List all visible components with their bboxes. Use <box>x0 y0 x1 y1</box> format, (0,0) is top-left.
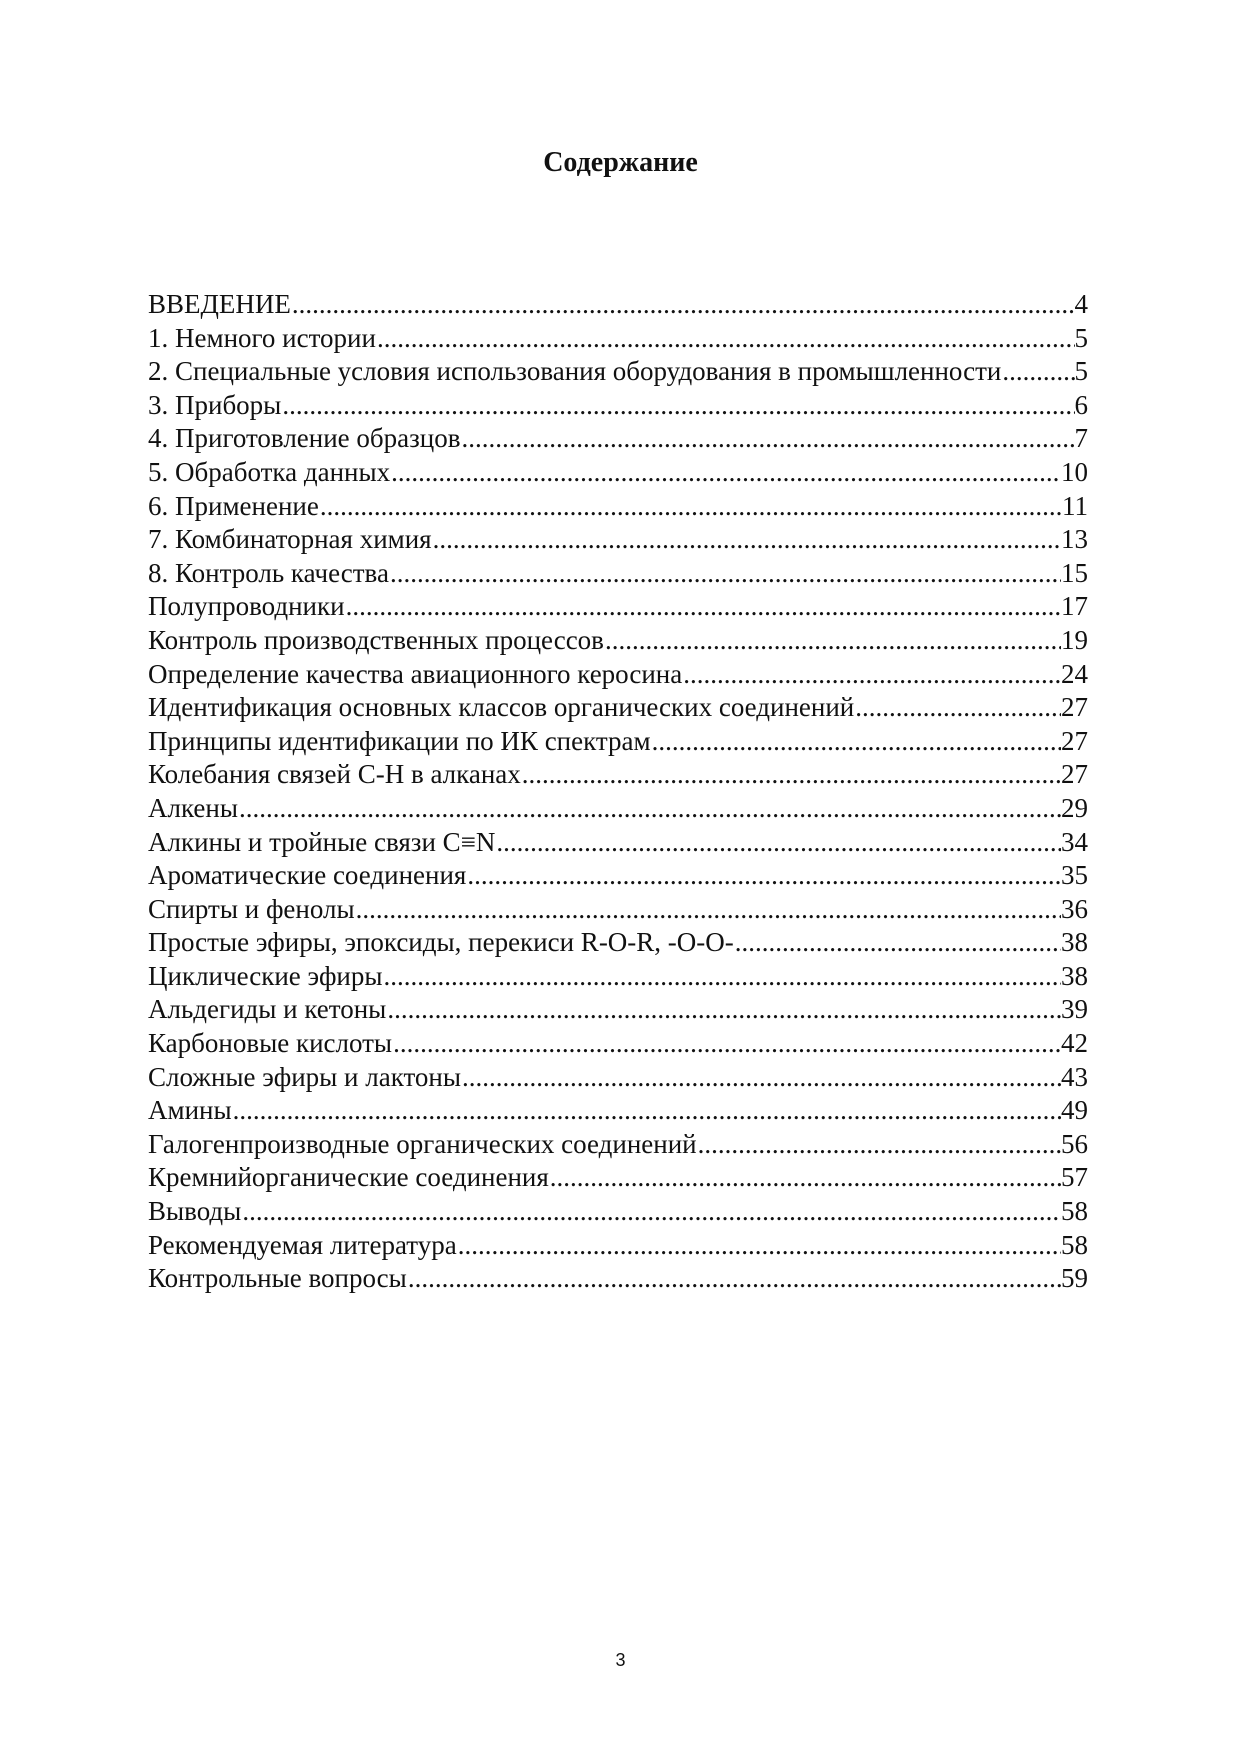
toc-entry-page: 34 <box>1061 826 1088 857</box>
toc-entry-page: 36 <box>1061 893 1088 924</box>
toc-entry-label: Идентификация основных классов органических соединений <box>148 692 855 723</box>
toc-entry-page: 38 <box>1061 960 1088 991</box>
toc-entry-page: 4 <box>1074 289 1088 319</box>
dot-leader <box>734 926 1061 960</box>
toc-entry[interactable] <box>148 658 1088 692</box>
toc-entry-label: Простые эфиры, эпоксиды, перекиси R-O-R, -O-O- <box>148 927 734 958</box>
toc-entry-page: 49 <box>1061 1095 1088 1126</box>
toc-entry-page: 27 <box>1061 759 1088 790</box>
dot-leader <box>392 1027 1061 1061</box>
dot-leader <box>461 422 1075 456</box>
toc-entry[interactable] <box>148 758 1088 792</box>
toc-entry[interactable] <box>148 826 1088 860</box>
toc-entry-page: 6 <box>1074 389 1088 420</box>
toc-entry-page: 58 <box>1061 1229 1088 1260</box>
dot-leader <box>319 490 1062 524</box>
toc-entry[interactable] <box>148 1229 1088 1263</box>
toc-entry[interactable] <box>148 490 1088 524</box>
toc-entry-label: Циклические эфиры <box>148 960 383 991</box>
toc-entry[interactable] <box>148 1128 1088 1162</box>
toc-entry-label: 4. Приготовление образцов <box>148 423 461 454</box>
toc-entry-label: 2. Специальные условия использования оборудования в промышленности <box>148 356 1002 387</box>
toc-entry[interactable] <box>148 893 1088 927</box>
toc-entry-page: 39 <box>1061 994 1088 1025</box>
dot-leader <box>238 792 1061 826</box>
toc-entry-label: Контрольные вопросы <box>148 1263 407 1294</box>
dot-leader <box>386 993 1061 1027</box>
toc-entry-page: 11 <box>1062 490 1088 521</box>
toc-entry-page: 19 <box>1061 624 1088 655</box>
toc-entry-page: 42 <box>1061 1028 1088 1059</box>
toc-entry-label: 7. Комбинаторная химия <box>148 524 432 555</box>
toc-entry-label: Контроль производственных процессов <box>148 624 604 655</box>
toc-entry-page: 10 <box>1061 456 1088 487</box>
toc-entry-page: 27 <box>1061 725 1088 756</box>
toc-entry-page: 56 <box>1061 1128 1088 1159</box>
dot-leader <box>604 624 1061 658</box>
dot-leader <box>291 288 1075 322</box>
toc-entry-label: Карбоновые кислоты <box>148 1028 393 1059</box>
page-title: Содержание <box>543 147 698 178</box>
toc-entry[interactable] <box>148 725 1088 759</box>
toc-entry-label: 1. Немного истории <box>148 322 376 353</box>
toc-entry-label: Ароматические соединения <box>148 860 467 891</box>
toc-entry-label: 6. Применение <box>148 490 319 521</box>
dot-leader <box>232 1094 1061 1128</box>
toc-entry[interactable] <box>148 1262 1088 1296</box>
dot-leader <box>521 758 1061 792</box>
dot-leader <box>345 590 1061 624</box>
toc-entry-label: Принципы идентификации по ИК спектрам <box>148 725 651 756</box>
toc-entry[interactable] <box>148 1027 1088 1061</box>
toc-entry[interactable] <box>148 355 1088 389</box>
dot-leader <box>495 826 1061 860</box>
toc-entry[interactable] <box>148 590 1088 624</box>
toc-entry-page: 58 <box>1061 1196 1088 1227</box>
toc-entry-label: 5. Обработка данных <box>148 456 391 487</box>
dot-leader <box>1001 355 1074 389</box>
toc-entry-label: Рекомендуемая литература <box>148 1229 457 1260</box>
toc-entry[interactable] <box>148 456 1088 490</box>
dot-leader <box>461 1061 1061 1095</box>
toc-entry[interactable] <box>148 624 1088 658</box>
toc-entry[interactable] <box>148 1195 1088 1229</box>
toc-entry-page: 7 <box>1074 423 1088 454</box>
toc-entry-label: Определение качества авиационного керосина <box>148 658 683 689</box>
dot-leader <box>466 859 1061 893</box>
dot-leader <box>376 322 1075 356</box>
page-number: 3 <box>615 1650 626 1670</box>
toc-entry[interactable] <box>148 792 1088 826</box>
dot-leader <box>651 725 1061 759</box>
toc-entry-page: 17 <box>1061 591 1088 622</box>
dot-leader <box>432 523 1061 557</box>
toc-entry[interactable] <box>148 926 1088 960</box>
toc-entry-page: 35 <box>1061 860 1088 891</box>
toc-entry-label: Колебания связей С-Н в алканах <box>148 759 521 790</box>
toc-entry-label: Амины <box>148 1095 232 1126</box>
toc-entry[interactable] <box>148 389 1088 423</box>
toc-entry[interactable] <box>148 322 1088 356</box>
toc-entry-page: 29 <box>1061 792 1088 823</box>
toc-entry-page: 43 <box>1061 1061 1088 1092</box>
toc-entry[interactable] <box>148 1061 1088 1095</box>
toc-entry[interactable] <box>148 523 1088 557</box>
toc-entry[interactable] <box>148 859 1088 893</box>
dot-leader <box>390 456 1061 490</box>
toc-entry-label: ВВЕДЕНИЕ <box>148 289 291 319</box>
dot-leader <box>549 1161 1061 1195</box>
toc-entry[interactable] <box>148 422 1088 456</box>
toc-entry-page: 38 <box>1061 927 1088 958</box>
toc-entry[interactable] <box>148 557 1088 591</box>
dot-leader <box>281 389 1074 423</box>
toc-entry[interactable] <box>148 691 1088 725</box>
toc-entry-label: Выводы <box>148 1196 242 1227</box>
toc-entry-label: 8. Контроль качества <box>148 557 389 588</box>
toc-entry-label: Кремнийорганические соединения <box>148 1162 549 1193</box>
dot-leader <box>457 1229 1061 1263</box>
toc-entry-page: 5 <box>1074 356 1088 387</box>
toc-entry-page: 59 <box>1061 1263 1088 1294</box>
toc-entry-label: Сложные эфиры и лактоны <box>148 1061 462 1092</box>
toc-entry-page: 24 <box>1061 658 1088 689</box>
toc-entry-page: 5 <box>1074 322 1088 353</box>
dot-leader <box>682 658 1061 692</box>
toc-entry-label: Алкены <box>148 792 238 823</box>
toc-entry-label: Галогенпроизводные органических соединений <box>148 1128 697 1159</box>
toc-entry-label: Спирты и фенолы <box>148 893 355 924</box>
toc-entry[interactable] <box>148 993 1088 1027</box>
toc-entry-label: Альдегиды и кетоны <box>148 994 387 1025</box>
toc-entry-page: 57 <box>1061 1162 1088 1193</box>
table-of-contents <box>148 288 1088 1296</box>
toc-entry-page: 13 <box>1061 524 1088 555</box>
toc-entry[interactable] <box>148 960 1088 994</box>
dot-leader <box>854 691 1061 725</box>
toc-entry-page: 15 <box>1061 557 1088 588</box>
toc-entry-label: Полупроводники <box>148 591 345 622</box>
toc-entry-page: 27 <box>1061 692 1088 723</box>
toc-entry[interactable] <box>148 1094 1088 1128</box>
dot-leader <box>383 960 1061 994</box>
dot-leader <box>355 893 1061 927</box>
toc-entry[interactable] <box>148 288 1088 322</box>
toc-entry-label: 3. Приборы <box>148 389 282 420</box>
dot-leader <box>697 1128 1061 1162</box>
dot-leader <box>241 1195 1061 1229</box>
toc-entry[interactable] <box>148 1161 1088 1195</box>
dot-leader <box>389 557 1061 591</box>
dot-leader <box>407 1262 1061 1296</box>
toc-entry-label: Алкины и тройные связи С≡N <box>148 826 496 857</box>
